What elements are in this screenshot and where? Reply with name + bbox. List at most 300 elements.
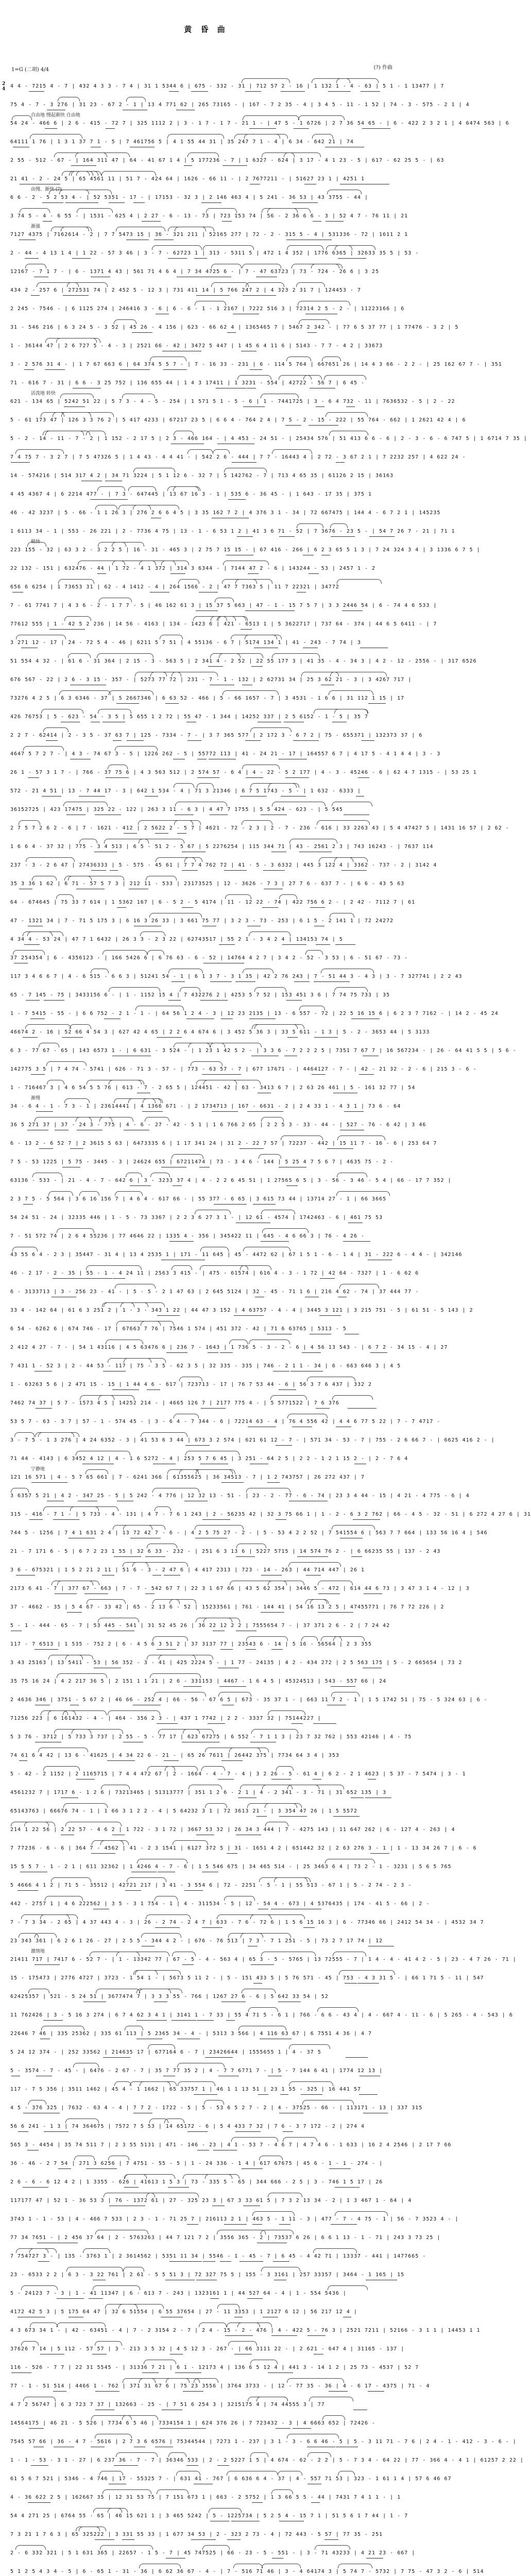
slur-mark — [69, 171, 93, 176]
slur-mark — [65, 2119, 99, 2123]
slur-mark — [23, 2397, 56, 2401]
note-sequence: 3 6357 5 21 | 4 2 - 347 25 - 5 | 5 242 - 4 776 | 12 32 13 - 51 - | 23 - 2 - 77 - 6 - 74 | 23 3 4 44 - 15 | 4 21 - 4 775 - 6 | 4 — [10, 1493, 470, 1499]
slur-mark — [127, 1877, 166, 1882]
slur-mark — [329, 431, 368, 435]
staff-row — [10, 1747, 402, 1764]
beat-underline — [243, 295, 255, 296]
slur-mark — [61, 412, 114, 417]
staff-row — [10, 1765, 466, 1783]
beat-underline — [346, 406, 355, 407]
beat-underline — [303, 1927, 315, 1928]
slur-mark — [12, 1247, 38, 1251]
beat-underline — [309, 425, 335, 426]
beat-underline — [180, 2372, 201, 2373]
beat-underline — [142, 221, 161, 222]
beat-underline — [370, 1352, 387, 1353]
note-sequence: 117 3 4 6 6 7 | 4 - 6 515 - 6 6 3 | 51241 54 - 1 | 6 1 3 7 - 3 1 35 | 42 2 76 243 | 7 - 51 44 3 - 4 3 | 3 - 7 327741 | 2 2 43 — [10, 974, 463, 979]
note-sequence: 2 - 44 - 4 13 1 4 | 1 22 - 57 3 46 | 3 - 7 - 62723 1 | 313 - 5311 5 | 472 1 4 352 | 1776 6365 | 32633 35 5 | 53 - — [10, 250, 419, 256]
beat-underline — [279, 1389, 296, 1390]
slur-mark — [95, 2230, 148, 2234]
slur-mark — [77, 208, 113, 213]
staff-row — [10, 2396, 402, 2413]
beat-underline — [64, 406, 85, 407]
staff-row — [10, 2321, 481, 2339]
beat-underline — [201, 202, 221, 203]
note-sequence: 2 55 - 512 - 67 - | 164 311 47 | 64 - 41 67 1 4 | 5 177236 - 7 | 1 6327 - 624 | 3 17 - 4 1 23 - 5 | 617 - 62 25 5 - | 63 — [10, 158, 444, 163]
beat-underline — [344, 1111, 364, 1112]
beat-underline — [186, 2465, 198, 2466]
slur-mark — [217, 2230, 266, 2234]
staff-row — [10, 1246, 463, 1263]
slur-mark — [193, 616, 236, 621]
slur-mark — [176, 2471, 200, 2476]
staff-row — [10, 522, 455, 540]
note-sequence: 5 - 61 173 47 | 126 3 3 76 2 | 5 417 4233 | 67217 23 5 | 6 6 4 - 764 2 4 | 7 5 - 2 - 15 - 222 | 55 764 - 662 | 1 2621 42 4 | 6 — [10, 417, 466, 423]
slur-mark — [150, 1673, 201, 1678]
beat-underline — [292, 1723, 303, 1724]
slur-mark — [141, 1321, 174, 1326]
slur-mark — [85, 1469, 108, 1474]
slur-mark — [64, 876, 92, 880]
beat-underline — [212, 1519, 230, 1520]
note-sequence: 3743 1 - 1 - 53 | 4 - 466 7 533 | 2 3 - 1 - 71 25 7 | 216113 2 1 | 463 5 - 1 11 - 3 | 477 - 7 - 4 75 - 1 | 56 - 7 3523 4 - | — [10, 2216, 459, 2222]
beat-underline — [368, 1779, 376, 1780]
slur-mark — [195, 1525, 244, 1530]
slur-mark — [227, 2471, 278, 2476]
beat-underline — [25, 258, 33, 259]
slur-mark — [59, 690, 111, 695]
slur-mark — [224, 468, 267, 472]
staff-row — [10, 1951, 517, 1968]
slur-mark — [148, 2044, 175, 2049]
slur-mark — [124, 2174, 147, 2179]
tempo-annotation: 稍快 — [31, 539, 41, 545]
slur-mark — [23, 746, 64, 751]
note-sequence: 1 - 716467 3 | 4 6 54 5 5 76 | 613 - 7 - 2 65 5 | 124451 - 42 | 63 - 3413 6 7 | 2 63 26 461 | 5 - 161 32 77 | 54 — [10, 1085, 416, 1091]
note-sequence: 7 3 21 1 7 6 3 | 65 325222 | 3 331 55 33 | 1 677 34 53 | 2 - 323 2 73 - 4 | 72 443 - 5 57 | 77 35 - 251 — [10, 2532, 383, 2537]
slur-mark — [251, 1729, 298, 1734]
staff-row — [10, 1598, 444, 1616]
note-sequence: 237 - 3 - 2 6 47 | 27436333 | 5 - 575 - 45 61 | 7 7 4 762 72 | 41 - 5 - 3 6332 | 445 3 122 4 | 3362 - 737 - 2 | 3142 4 — [10, 862, 437, 868]
beat-underline — [331, 2224, 357, 2225]
slur-mark — [237, 2323, 260, 2327]
beat-underline — [72, 258, 91, 259]
staff-row — [10, 2377, 430, 2395]
note-sequence: 3 6 - 675321 | 1 5 2 21 2 11 | 51 6 - 3 - 2 47 6 | 4 417 2313 | 723 - 14 - 263 | 44 714 447 | 26 1 — [10, 1567, 365, 1573]
slur-mark — [87, 1599, 126, 1604]
beat-underline — [136, 2020, 161, 2021]
slur-mark — [332, 1525, 375, 1530]
slur-mark — [261, 1952, 316, 1956]
beat-underline — [202, 777, 219, 778]
beat-underline — [358, 777, 369, 778]
beat-underline — [46, 740, 58, 741]
slur-mark — [317, 820, 370, 825]
slur-mark — [126, 1173, 142, 1177]
beat-underline — [36, 1111, 53, 1112]
slur-mark — [135, 1970, 158, 1975]
beat-underline — [29, 1519, 43, 1520]
slur-mark — [305, 950, 323, 955]
slur-mark — [259, 2156, 283, 2160]
staff-row — [10, 355, 502, 373]
slur-mark — [11, 1488, 29, 1493]
beat-underline — [53, 2391, 66, 2392]
note-sequence: 6 - 13 2 - 6 52 7 | 2 3615 5 63 | 6473335 6 | 1 17 341 24 | 31 2 - 22 7 57 | 72237 - 442 | 15 11 7 - 16 - 6 | 253 64 7 — [10, 1141, 437, 1146]
note-sequence: 5 3 76 - 3712 | 5 733 3 737 | 2 55 - 5 - 77 17 | 623 67275 | 6 552 - 7 1 1 3 | 23 7 32 762 | 553 42146 | 4 - 75 — [10, 1734, 412, 1740]
slur-mark — [337, 579, 382, 584]
staff-row — [10, 1097, 402, 1115]
beat-underline — [226, 2020, 235, 2021]
beat-underline — [220, 1649, 233, 1650]
beat-underline — [180, 2020, 196, 2021]
staff-row — [10, 2210, 459, 2228]
slur-mark — [108, 1710, 160, 1715]
beat-underline — [285, 777, 309, 778]
note-sequence: 12167 - 7 1 7 - | 6 - 1371 4 43 | 561 71 4 6 4 | 7 34 4725 6 - | 7 - 47 63723 | 73 - 724 - 26 6 | 3 25 — [10, 269, 380, 275]
beat-underline — [217, 2465, 229, 2466]
slur-mark — [325, 1859, 375, 1863]
slur-mark — [101, 171, 156, 176]
slur-mark — [14, 1432, 35, 1437]
beat-underline — [261, 1612, 284, 1613]
slur-mark — [329, 690, 373, 695]
beat-underline — [320, 1315, 341, 1316]
slur-mark — [281, 1136, 323, 1140]
beat-underline — [279, 536, 295, 537]
beat-underline — [286, 1185, 298, 1186]
slur-mark — [101, 1785, 130, 1789]
slur-mark — [98, 1618, 139, 1622]
slur-mark — [37, 282, 79, 287]
beat-underline — [220, 2261, 231, 2262]
beat-underline — [19, 1760, 27, 1761]
slur-mark — [21, 2341, 39, 2346]
slur-mark — [246, 282, 284, 287]
slur-mark — [334, 987, 368, 992]
slur-mark — [109, 987, 160, 992]
slur-mark — [76, 1451, 130, 1455]
beat-underline — [307, 332, 317, 333]
slur-mark — [45, 1896, 83, 1901]
beat-underline — [249, 128, 276, 129]
slur-mark — [70, 1024, 91, 1029]
slur-mark — [339, 1970, 395, 1975]
slur-mark — [298, 301, 350, 306]
beat-underline — [31, 1074, 45, 1075]
beat-underline — [227, 332, 236, 333]
note-sequence: 23 - 6533 2 2 | 6 3 - 3 22 761 | 2 61 - 5 5 51 3 | 72 327 75 5 | 155 - 3 3161 | 257 33357 | 3464 - 1 165 | 15 — [10, 2272, 405, 2278]
slur-mark — [99, 598, 132, 602]
slur-mark — [152, 1636, 188, 1641]
beat-underline — [194, 258, 207, 259]
slur-mark — [199, 2323, 227, 2327]
slur-mark — [115, 746, 158, 751]
slur-mark — [337, 1173, 367, 1177]
slur-mark — [315, 2545, 350, 2550]
slur-mark — [174, 431, 194, 435]
beat-underline — [343, 1241, 370, 1242]
beat-underline — [281, 91, 305, 92]
slur-mark — [223, 561, 269, 565]
slur-mark — [12, 115, 32, 120]
slur-mark — [296, 282, 325, 287]
beat-underline — [92, 2168, 117, 2169]
staff-row — [10, 170, 402, 188]
slur-mark — [237, 375, 271, 380]
staff-row — [10, 1988, 402, 2005]
slur-mark — [64, 1098, 90, 1103]
beat-underline — [346, 2057, 368, 2058]
beat-underline — [311, 2502, 320, 2503]
note-sequence: 7 4 75 7 - 3 2 7 | 7 5 47326 5 | 1 4 43 - 4 4 41 - | 542 2 6 - 444 | 7 7 - 16443 4 | 2 72 - 3 67 2 1 | 7 2232 257 | 4 622 24 - — [10, 454, 466, 460]
beat-underline — [341, 870, 367, 871]
beat-underline — [227, 1853, 237, 1854]
note-sequence: 6 - 3133713 | 3 - 256 23 - 41 - | 5 - 5 - 2 1 47 63 | 2 645 5124 | 32 - 45 - 71 1 6 | 216 4 62 - 74 | 37 444 77 - — [10, 1289, 419, 1295]
note-sequence: 36152725 | 423 17475 | 325 22 - 122 | 263 3 11 - 6 3 | 4 47 7 1755 | 5 5 424 - 623 - | 5 545 — [10, 807, 343, 812]
staff-row — [10, 838, 434, 855]
slur-mark — [217, 2304, 239, 2309]
note-sequence: 121 16 571 | 4 - 5 7 65 661 | 7 - 6241 366 | 61355625 | 36 34513 - 7 | 1 2 743757 | 26 272 437 | 7 — [10, 1475, 365, 1480]
slur-mark — [209, 2508, 242, 2513]
slur-mark — [201, 1766, 225, 1771]
beat-underline — [254, 295, 276, 296]
slur-mark — [97, 486, 125, 491]
beat-underline — [293, 2428, 311, 2429]
beat-underline — [280, 2094, 288, 2095]
slur-mark — [205, 1803, 227, 1808]
beat-underline — [216, 1074, 241, 1075]
slur-mark — [210, 1043, 262, 1047]
staff-row — [10, 801, 402, 818]
slur-mark — [97, 653, 153, 658]
beat-underline — [114, 2465, 138, 2466]
note-sequence: 7 431 1 - 52 3 | 2 - 44 53 - 117 | 75 - 3 5 - 62 3 5 | 32 335 - 335 | 746 - 2 1 1 - 34 | 6 - 663 646 3 | 4 5 — [10, 1363, 401, 1369]
beat-underline — [314, 1037, 338, 1038]
slur-mark — [268, 2193, 302, 2197]
beat-underline — [24, 944, 40, 945]
slur-mark — [79, 1191, 99, 1196]
slur-mark — [54, 152, 107, 157]
note-sequence: 1 - 1 - 53 - 3 1 - 27 | 6 237 36 - 7 - 7 | 36346 533 | 2 - 2 5227 1 5 | 4 674 - 62 - 2 2 | 5 - 7 3 4 - 64 22 | 77 - 366 4 - 4 1 | 61257 2 22 | — [10, 2458, 524, 2463]
slur-mark — [334, 857, 353, 862]
slur-mark — [83, 2248, 110, 2253]
note-sequence: 2 7 5 7 2 6 2 - 6 | 7 - 1621 - 412 | 2 5622 2 - 5 7 | 4621 - 72 - 2 3 | 2 - 7 - 236 - 616 | 33 2263 43 | 5 4 47427 5 | 1431 16 57 | 2 62 - — [10, 825, 509, 831]
note-sequence: 77612 555 | 1 - 42 5 2 236 | 14 56 - 4163 | 134 - 1423 6 | 421 - 6513 1 | 5 3622717 | 737 64 - 374 | 44 6 5 6411 - | 7 — [10, 621, 437, 627]
slur-mark — [118, 2304, 164, 2309]
tempo-annotation: 激情地 — [31, 1949, 45, 1954]
beat-underline — [369, 536, 395, 537]
slur-mark — [72, 1729, 123, 1734]
beat-underline — [183, 2391, 203, 2392]
beat-underline — [271, 2335, 297, 2336]
staff-row — [10, 949, 408, 967]
note-sequence: 56 6 241 - 1 3 | 74 364675 | 7572 7 5 53 | 14 65172 - 6 | 5 4 433 7 32 | 7 6 - 3 7 172 - 2 | 274 4 — [10, 2124, 365, 2129]
beat-underline — [348, 1408, 363, 1409]
beat-underline — [112, 1389, 134, 1390]
beat-underline — [246, 1649, 256, 1650]
slur-mark — [238, 2026, 286, 2030]
slur-mark — [287, 2378, 344, 2383]
staff-row — [10, 504, 441, 521]
slur-mark — [123, 2267, 144, 2272]
slur-mark — [289, 2081, 333, 2086]
staff-row — [10, 1413, 441, 1430]
staff-row — [10, 1913, 484, 1931]
note-sequence: 2 245 - 7546 - | 6 1125 274 | 246416 3 - 6 | 6 - 6 - 1 - 1 2167 | 7222 516 3 | 72314 2 5 - 2 - | 11223166 | 6 — [10, 306, 405, 312]
beat-underline — [172, 981, 185, 982]
beat-underline — [326, 221, 344, 222]
beat-underline — [91, 870, 106, 871]
beat-underline — [245, 740, 261, 741]
staff-row — [10, 930, 402, 948]
slur-mark — [247, 1803, 297, 1808]
slur-mark — [32, 876, 57, 880]
slur-mark — [339, 1284, 379, 1289]
beat-underline — [168, 2187, 185, 2188]
beat-underline — [45, 128, 57, 129]
slur-mark — [336, 78, 379, 83]
slur-mark — [20, 208, 50, 213]
slur-mark — [13, 950, 45, 955]
beat-underline — [110, 499, 123, 500]
beat-underline — [169, 91, 179, 92]
note-sequence: 61 5 6 7 521 | 5346 - 4 746 | 17 - 55325 7 - | 631 41 - 767 | 6 636 6 4 - 37 | 4 - 557 71 53 | 323 - 1 61 1 4 | 57 6 46 67 — [10, 2476, 452, 2482]
slur-mark — [243, 115, 299, 120]
staff-row — [10, 1580, 470, 1597]
note-sequence: 1 - 63263 5 6 | 2 471 15 - 15 | 1 44 4 6 - 617 | 723713 - 17 | 76 7 53 44 - 6 | 56 3 7 6 437 | 332 2 — [10, 1382, 372, 1387]
beat-underline — [235, 981, 255, 982]
beat-underline — [271, 1779, 291, 1780]
beat-underline — [53, 1278, 73, 1279]
beat-underline — [222, 221, 232, 222]
beat-underline — [187, 2224, 198, 2225]
note-sequence: 37 254354 | 6 - 4356123 - | 166 5426 6 | 6 76 63 - 6 - 52 | 14764 4 2 7 | 3 4 2 - 52 - 3 53 | 6 - 51 67 - 73 - — [10, 955, 408, 961]
note-sequence: 35 75 16 24 | 4 2 217 36 5 | 2 151 1 1 21 | 2 6 - 331153 | 4467 - 1 6 4 5 | 45324513 | 543 - 557 66 | 24 — [10, 1679, 387, 1684]
beat-underline — [57, 2298, 84, 2299]
slur-mark — [116, 2452, 158, 2457]
slur-mark — [115, 1284, 156, 1289]
slur-mark — [268, 1710, 305, 1715]
beat-underline — [36, 1408, 52, 1409]
note-sequence: 5 24 12 374 - | 252 33562 | 214635 17 | 677164 6 - 7 | 23426644 | 1555655 1 | 4 - 37 5 — [10, 2049, 321, 2055]
beat-underline — [361, 91, 380, 92]
slur-mark — [235, 579, 257, 584]
slur-mark — [152, 1599, 180, 1604]
key-signature: 1=G (二胡) 4/4 — [11, 67, 49, 73]
beat-underline — [127, 740, 144, 741]
slur-mark — [254, 987, 286, 992]
slur-mark — [123, 1525, 165, 1530]
note-sequence: 426 76753 | 5 - 623 - 54 - 3 5 | 5 655 1 2 72 | 55 47 - 1 344 | 14252 337 | 2 5 6152 - 1 - 5 | 35 7 — [10, 714, 369, 720]
note-sequence: 2 3 7 5 - 5 564 | 3 6 16 156 7 | 4 6 4 - 617 66 - | 55 377 - 6 65 | 3 615 73 44 | 13714 27 - 1 | 66 3665 — [10, 1196, 387, 1202]
slur-mark — [30, 134, 82, 139]
beat-underline — [70, 1148, 83, 1149]
staff-row — [10, 1876, 412, 1894]
note-sequence: 64 - 674645 | 75 33 7 614 | 1 5362 167 | 6 - 5 2 - 5 4174 | 11 - 12 22 - 74 | 422 756 6 2 - | 2 42 - 7112 7 | 61 — [10, 900, 416, 905]
slur-mark — [298, 115, 345, 120]
beat-underline — [145, 1556, 165, 1557]
staff-row — [10, 1969, 484, 1987]
slur-mark — [102, 950, 147, 955]
slur-mark — [289, 2044, 330, 2049]
tempo-annotation: 渐慢 — [31, 1096, 41, 1101]
slur-mark — [303, 375, 322, 380]
note-sequence: 2 412 4 27 - 7 - | 54 1 43116 | 4 5 63476 6 | 236 7 - 1643 | 1 736 5 - 3 - 2 - 6 | 4 56 13 543 - | 6 7 2 - 34 15 - 4 | 27 — [10, 1345, 448, 1350]
beat-underline — [35, 1964, 60, 1965]
beat-underline — [313, 1723, 336, 1724]
slur-mark — [289, 839, 337, 843]
slur-mark — [200, 1247, 229, 1251]
beat-underline — [172, 2020, 181, 2021]
slur-mark — [172, 672, 218, 676]
note-sequence: 23 343 361 | 6 2 6 1 26 - 27 | 2 5 5 - 344 4 2 - | 676 - 76 513 | 7 3 - 7 1 251 - 5 | 73 2 7 17 74 | 12 — [10, 1938, 383, 1944]
slur-mark — [196, 1080, 237, 1084]
staff-row — [10, 1060, 477, 1078]
slur-mark — [233, 2564, 263, 2568]
note-sequence: 43 55 6 4 - 2 3 | 35447 - 31 4 | 13 4 2535 1 | 171 - 11 645 | 45 - 4472 62 | 67 1 5 1 - 6 - 1 4 | 31 - 222 6 - 4 4 - | 342146 — [10, 1252, 463, 1258]
slur-mark — [15, 2545, 46, 2550]
slur-mark — [160, 635, 183, 639]
beat-underline — [184, 165, 192, 166]
slur-mark — [191, 1061, 222, 1066]
slur-mark — [24, 1822, 49, 1826]
slur-mark — [279, 894, 297, 899]
beat-underline — [247, 2298, 263, 2299]
slur-mark — [180, 987, 200, 992]
beat-underline — [283, 2131, 293, 2132]
beat-underline — [256, 1816, 267, 1817]
staff-row — [10, 151, 444, 169]
slur-mark — [51, 1877, 91, 1882]
slur-mark — [338, 2471, 355, 2476]
beat-underline — [165, 703, 179, 704]
beat-underline — [353, 1519, 380, 1520]
note-sequence: 33 4 - 142 64 | 61 6 3 251 2 | 1 - 3 - 343 1 22 | 44 47 3 152 | 4 63757 - 4 - 4 | 3445 3 121 | 3 215 751 - 5 | 61 51 - 5 143 | 2 — [10, 1308, 473, 1313]
beat-underline — [172, 1000, 180, 1001]
beat-underline — [113, 1278, 125, 1279]
slur-mark — [330, 523, 348, 528]
staff-row — [10, 2303, 402, 2320]
composer-credit: (?) 作曲 — [373, 65, 392, 71]
beat-underline — [142, 2372, 159, 2373]
beat-underline — [368, 703, 386, 704]
slur-mark — [259, 1154, 281, 1159]
staff-row — [10, 1617, 402, 1634]
note-sequence: 5 - 24123 7 - 3 | 1 - 41 11347 | 6 - 613 7 - 243 | 1323161 1 | 44 527 64 - 4 | 1 - 554 5436 | — [10, 2291, 347, 2296]
staff-row — [10, 2544, 416, 2562]
beat-underline — [286, 1000, 302, 1001]
note-sequence: 77 - 1 - 51 514 | 4466 1 - 762 | 371 31 67 6 | 75 23 3556 | 3764 3733 - | 12 - 77 35 - 36 | 4 - 6 17 - 4375 | 71 - 4 — [10, 2383, 430, 2389]
slur-mark — [141, 1933, 181, 1938]
staff-row — [10, 318, 459, 336]
slur-mark — [229, 1340, 248, 1344]
beat-underline — [19, 2372, 31, 2373]
note-sequence: 65143763 | 66676 74 - 1 | 1 66 3 1 2 2 - 4 | 5 64232 3 1 | 72 3613 21 - | 3 354 47 26 | 1 5 5572 — [10, 1808, 357, 1814]
slur-mark — [328, 2285, 368, 2290]
slur-mark — [242, 78, 290, 83]
slur-mark — [202, 2545, 230, 2550]
beat-underline — [276, 1445, 292, 1446]
staff-row — [10, 1450, 408, 1467]
note-sequence: 51 554 4 32 - | 61 6 - 31 364 | 2 15 - 3 - 563 5 | 2 341 4 - 2 52 | 22 55 177 3 | 41 35 - 4 - 34 3 | 4 2 - 12 - 2556 - | 317 6526 — [10, 658, 477, 664]
slur-mark — [327, 190, 362, 194]
slur-mark — [288, 1562, 341, 1567]
slur-mark — [144, 2360, 176, 2364]
slur-mark — [35, 1117, 92, 1122]
slur-mark — [262, 208, 311, 213]
staff-row — [10, 2359, 419, 2376]
